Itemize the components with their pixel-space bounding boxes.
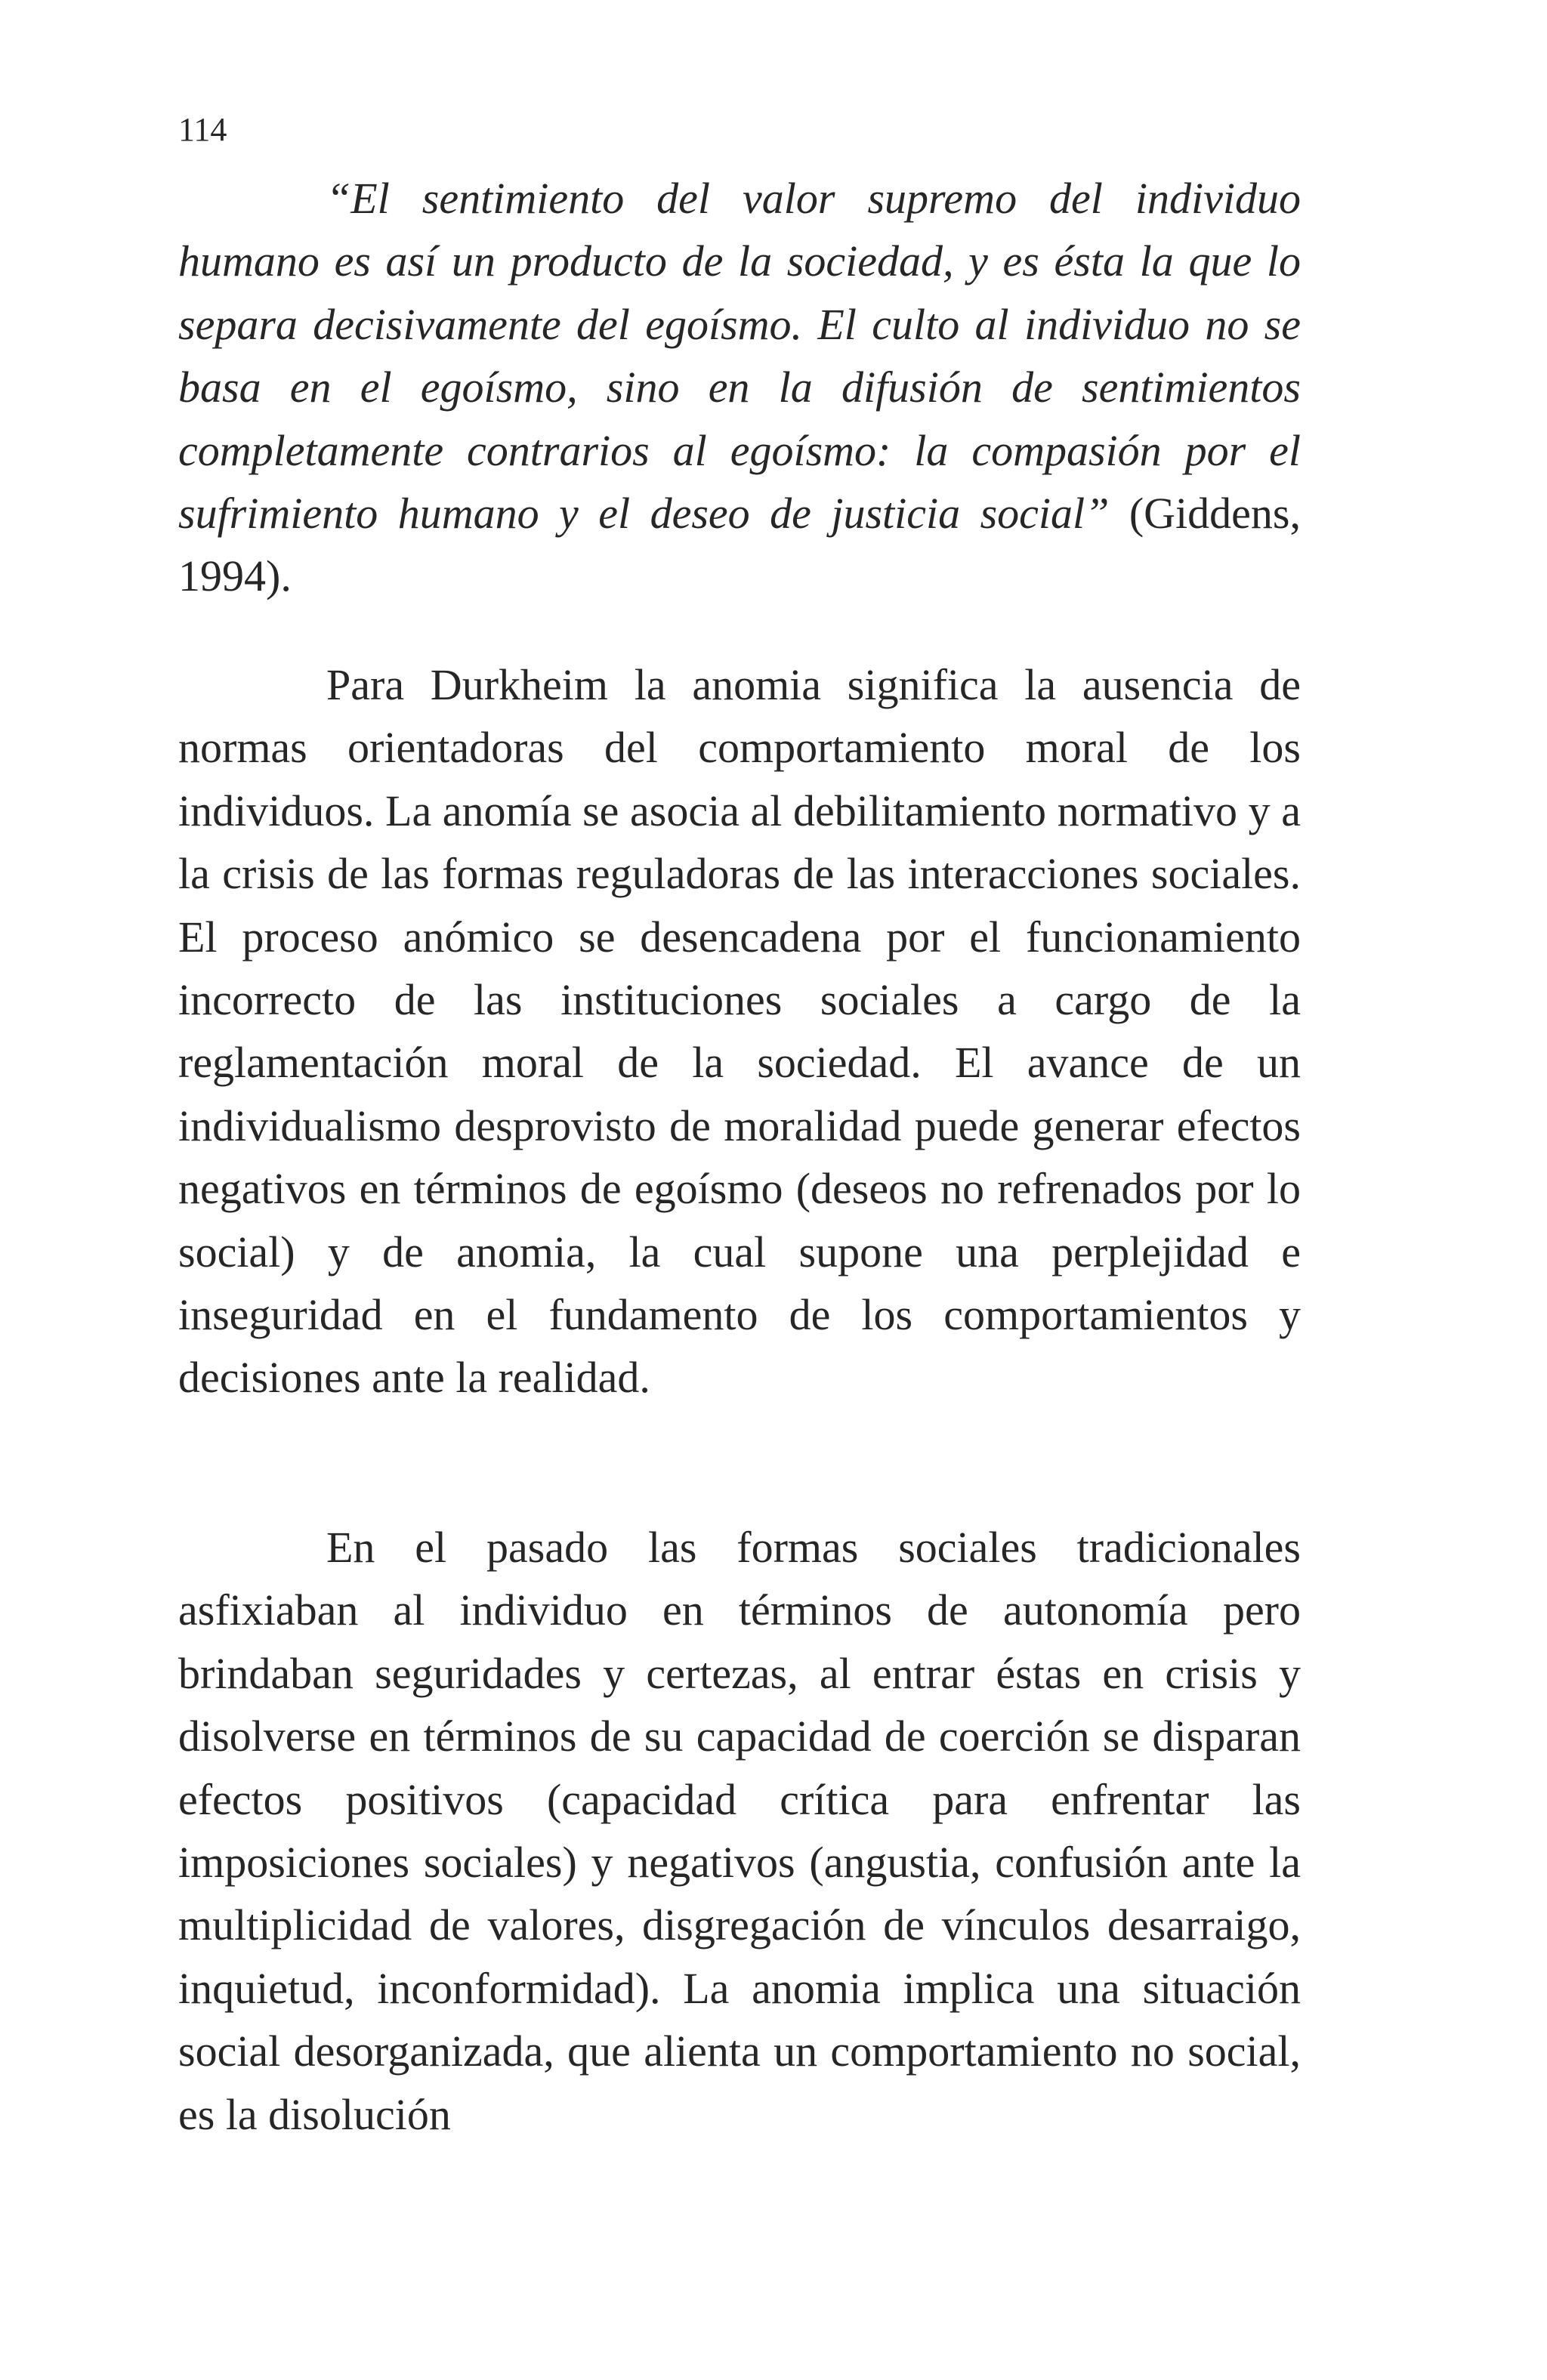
body-paragraph-anomia: [178, 653, 1301, 1409]
quote-paragraph: [178, 167, 1301, 608]
page-number: 114: [178, 111, 227, 148]
quote-citation: (Giddens, 1994).: [178, 489, 1301, 601]
quote-block: [178, 167, 1301, 608]
paragraph-text: Para Durkheim la anomia significa la ausencia de normas orientadoras del comportamiento moral de los individuos. La anomía se asocia al debilitamiento normativo y a la crisis de las formas reguladoras de las interacciones sociales. El proceso anómico se desencadena por el funcionamiento incorrecto de las instituciones sociales a cargo de la reglamentación moral de la sociedad. El avance de un individualismo desprovisto de moralidad puede generar efectos negativos en términos de egoísmo (deseos no refrenados por lo social) y de anomia, la cual supone una perplejidad e inseguridad en el fundamento de los comportamientos y decisiones ante la realidad.: [178, 660, 1301, 1403]
body-paragraph-pasado: [178, 1516, 1301, 2146]
quote-text: “El sentimiento del valor supremo del individuo humano es así un producto de la sociedad, y es ésta la que lo separa decisivamente del egoísmo. El culto al individuo no se basa en el egoísmo, sino en la difusión de sentimientos completamente contrarios al egoísmo: la compasión por el sufrimiento humano y el deseo de justicia social”: [178, 174, 1301, 539]
paragraph-text: En el pasado las formas sociales tradicionales asfixiaban al individuo en términos de autonomía pero brindaban seguridades y certezas, al entrar éstas en crisis y disolverse en términos de su capacidad de coerción se disparan efectos positivos (capacidad crítica para enfrentar las imposiciones sociales) y negativos (angustia, confusión ante la multiplicidad de valores, disgregación de vínculos desarraigo, inquietud, inconformidad). La anomia implica una situación social desorganizada, que alienta un comportamiento no social, es la disolución: [178, 1523, 1301, 2139]
